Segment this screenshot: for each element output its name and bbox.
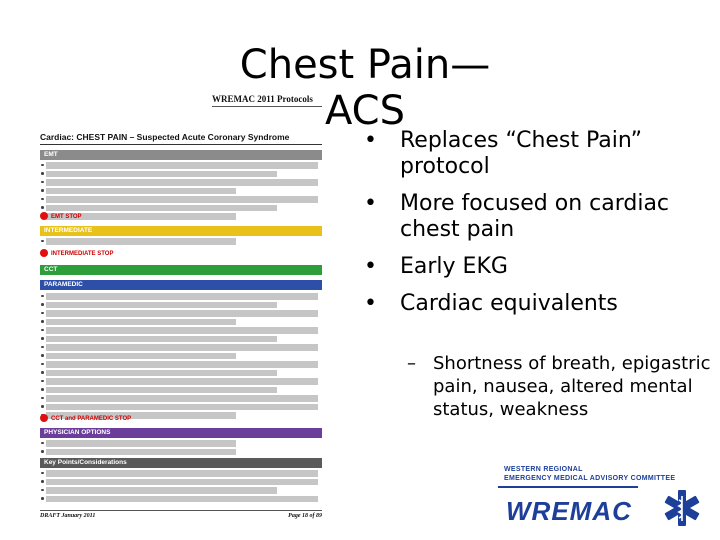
bullet-item: • Replaces “Chest Pain” protocol [364, 128, 643, 179]
stop-sign-icon [40, 249, 48, 257]
stop-sign-icon [40, 212, 48, 220]
section-bar-paramedic: PARAMEDIC [40, 280, 322, 290]
document-footer-date: DRAFT January 2011 [40, 513, 96, 519]
cct-paramedic-stop-marker: CCT and PARAMEDIC STOP [40, 414, 131, 424]
logo-line-2: EMERGENCY MEDICAL ADVISORY COMMITTEE [504, 475, 676, 482]
document-header: WREMAC 2011 Protocols [212, 94, 313, 104]
section-text-intermediate [46, 238, 318, 247]
protocol-document-image [40, 94, 322, 526]
section-text-physician [46, 440, 318, 457]
header-rule [212, 106, 322, 107]
section-bar-emt: EMT [40, 150, 322, 160]
logo-rule [498, 486, 638, 488]
logo-line-1: WESTERN REGIONAL [504, 466, 583, 473]
section-bar-key-points: Key Points/Considerations [40, 458, 322, 468]
logo-wordmark: WREMAC [506, 496, 632, 526]
protocol-title: Cardiac: CHEST PAIN – Suspected Acute Coronary Syndrome [40, 132, 290, 142]
section-text-paramedic [46, 293, 318, 421]
sub-bullet-item: – Shortness of breath, epigastric pain, nausea, altered mental status, weakness [407, 353, 711, 420]
wremac-logo [494, 462, 710, 532]
bullet-item: • Early EKG [364, 254, 508, 279]
section-bar-cct: CCT [40, 265, 322, 275]
section-bar-intermediate: INTERMEDIATE [40, 226, 322, 236]
bullet-item: • Cardiac equivalents [364, 291, 618, 316]
section-bar-physician-options: PHYSICIAN OPTIONS [40, 428, 322, 438]
section-text-emt [46, 162, 318, 222]
slide-title: Chest Pain—ACS [239, 42, 491, 134]
footer-rule [40, 510, 322, 511]
bullet-item: • More focused on cardiac chest pain [364, 191, 670, 242]
title-rule [40, 144, 322, 145]
stop-sign-icon [40, 414, 48, 422]
intermediate-stop-marker: INTERMEDIATE STOP [40, 249, 113, 259]
star-of-life-icon [662, 488, 702, 528]
section-text-key-points [46, 470, 318, 504]
emt-stop-marker: EMT STOP [40, 212, 82, 222]
sub-bullet-list [407, 352, 712, 421]
bullet-list [364, 128, 714, 328]
document-footer-page: Page 18 of 89 [288, 513, 322, 519]
